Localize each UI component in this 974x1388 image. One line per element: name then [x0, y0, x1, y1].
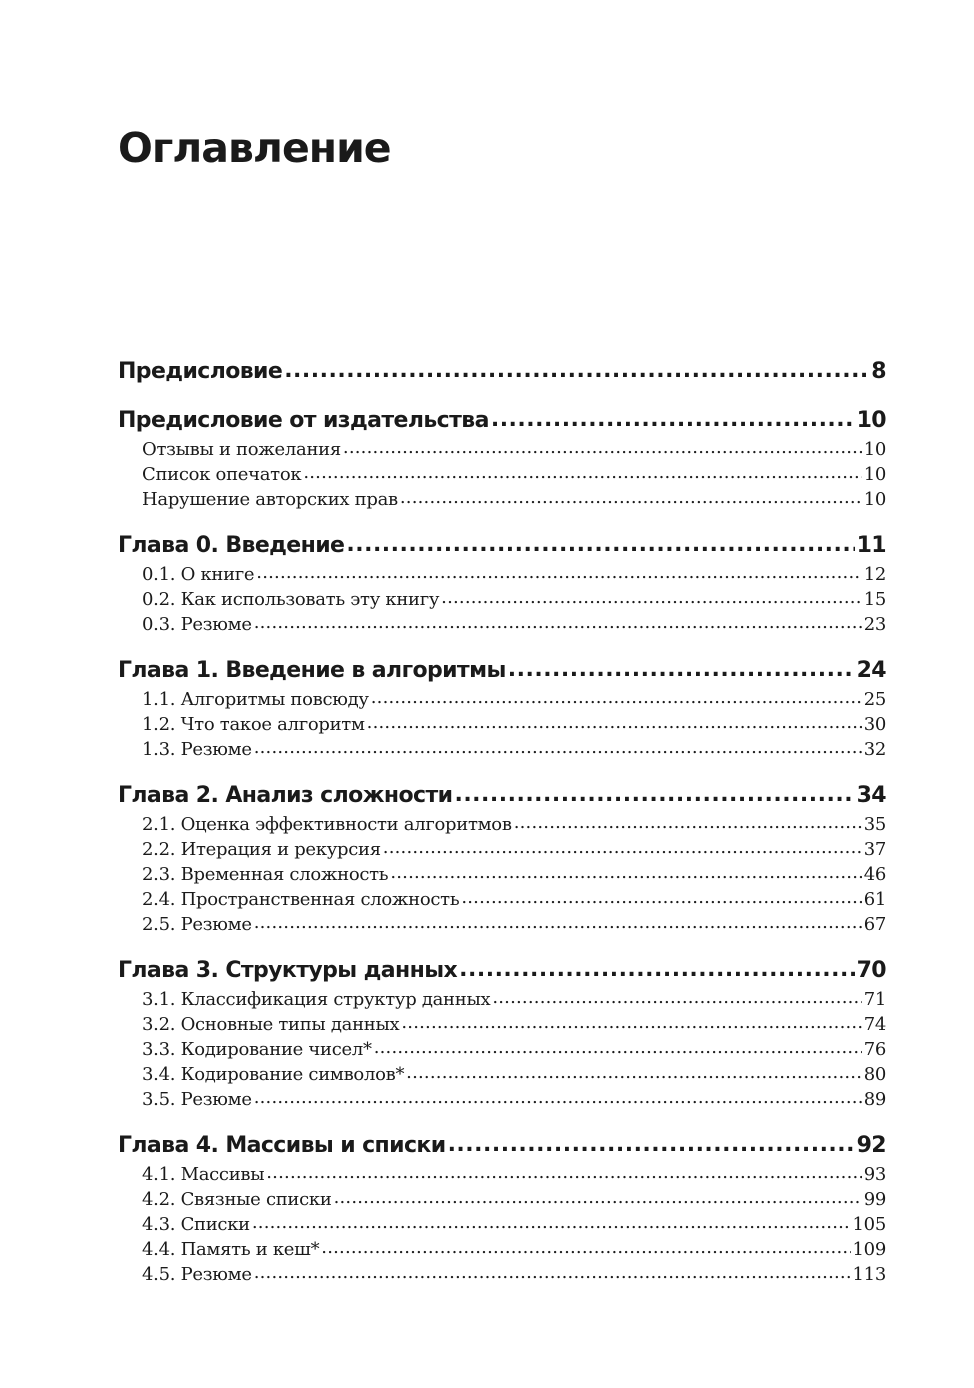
- subsection-page-number: 30: [863, 714, 886, 735]
- dot-leader: [406, 1062, 862, 1080]
- subsection-title: 0.1. О книге: [142, 564, 255, 585]
- subsection-page-number: 105: [852, 1214, 886, 1235]
- subsection-title: Нарушение авторских прав: [142, 489, 398, 510]
- chapter-page-number: 11: [856, 533, 886, 558]
- subsection-page-number: 80: [863, 1064, 886, 1085]
- subsection-title: 1.2. Что такое алгоритм: [142, 714, 365, 735]
- dot-leader: [334, 1187, 862, 1205]
- subsection-page-number: 99: [863, 1189, 886, 1210]
- subsection-page-number: 25: [863, 689, 886, 710]
- dot-leader: [254, 1087, 862, 1105]
- dot-leader: [254, 912, 862, 930]
- toc-subsection-entry[interactable]: [142, 437, 886, 462]
- dot-leader: [492, 987, 861, 1005]
- dot-leader: [303, 462, 861, 480]
- dot-leader: [254, 612, 862, 630]
- toc-subsection-entry[interactable]: [142, 1187, 886, 1212]
- toc-subsection-entry[interactable]: [142, 562, 886, 587]
- subsection-title: 2.1. Оценка эффективности алгоритмов: [142, 814, 512, 835]
- toc-subsection-entry[interactable]: [142, 1212, 886, 1237]
- subsection-title: 3.1. Классификация структур данных: [142, 989, 491, 1010]
- subsection-title: 2.5. Резюме: [142, 914, 252, 935]
- subsection-page-number: 32: [863, 739, 886, 760]
- chapter-title: Предисловие: [118, 359, 283, 384]
- subsection-page-number: 93: [863, 1164, 886, 1185]
- toc-chapter-entry[interactable]: [118, 779, 886, 812]
- subsection-title: 3.5. Резюме: [142, 1089, 252, 1110]
- dot-leader: [374, 1037, 862, 1055]
- dot-leader: [346, 530, 854, 552]
- subsection-title: 2.2. Итерация и рекурсия: [142, 839, 381, 860]
- dot-leader: [321, 1237, 850, 1255]
- toc-subsection-entry[interactable]: [142, 912, 886, 937]
- toc-section: [118, 954, 886, 1112]
- subsection-title: 4.3. Списки: [142, 1214, 250, 1235]
- dot-leader: [461, 887, 861, 905]
- chapter-title: Глава 2. Анализ сложности: [118, 783, 453, 808]
- subsection-page-number: 37: [863, 839, 886, 860]
- toc-section: [118, 1129, 886, 1287]
- table-of-contents: [118, 355, 886, 1287]
- toc-subsection-entry[interactable]: [142, 862, 886, 887]
- subsection-title: 0.3. Резюме: [142, 614, 252, 635]
- subsection-title: 1.3. Резюме: [142, 739, 252, 760]
- page-title: Оглавление: [118, 124, 391, 172]
- toc-subsection-entry[interactable]: [142, 987, 886, 1012]
- chapter-page-number: 70: [856, 958, 886, 983]
- toc-subsection-entry[interactable]: [142, 687, 886, 712]
- subsection-page-number: 89: [863, 1089, 886, 1110]
- subsection-page-number: 61: [863, 889, 886, 910]
- subsection-page-number: 76: [863, 1039, 886, 1060]
- subsection-title: 2.3. Временная сложность: [142, 864, 389, 885]
- subsection-title: 3.2. Основные типы данных: [142, 1014, 400, 1035]
- chapter-page-number: 34: [856, 783, 886, 808]
- toc-subsection-entry[interactable]: [142, 1087, 886, 1112]
- dot-leader: [448, 1130, 855, 1152]
- chapter-title: Глава 4. Массивы и списки: [118, 1133, 446, 1158]
- dot-leader: [491, 405, 855, 427]
- chapter-page-number: 92: [856, 1133, 886, 1158]
- toc-section: [118, 404, 886, 512]
- dot-leader: [441, 587, 862, 605]
- subsection-title: 2.4. Пространственная сложность: [142, 889, 460, 910]
- subsection-page-number: 10: [863, 489, 886, 510]
- toc-chapter-entry[interactable]: [118, 355, 886, 388]
- toc-subsection-entry[interactable]: [142, 1012, 886, 1037]
- toc-section: [118, 529, 886, 637]
- dot-leader: [256, 562, 861, 580]
- subsection-title: 3.4. Кодирование символов*: [142, 1064, 405, 1085]
- subsection-page-number: 35: [863, 814, 886, 835]
- subsection-page-number: 109: [852, 1239, 886, 1260]
- subsection-title: 4.1. Массивы: [142, 1164, 265, 1185]
- subsection-title: 1.1. Алгоритмы повсюду: [142, 689, 369, 710]
- dot-leader: [454, 780, 854, 802]
- dot-leader: [284, 356, 869, 378]
- toc-section: [118, 355, 886, 388]
- dot-leader: [459, 955, 854, 977]
- toc-subsection-entry[interactable]: [142, 1262, 886, 1287]
- toc-subsection-entry[interactable]: [142, 837, 886, 862]
- subsection-title: 4.4. Память и кеш*: [142, 1239, 320, 1260]
- toc-subsection-entry[interactable]: [142, 612, 886, 637]
- chapter-page-number: 8: [871, 359, 886, 384]
- subsection-title: 4.5. Резюме: [142, 1264, 252, 1285]
- subsection-page-number: 71: [863, 989, 886, 1010]
- toc-subsection-entry[interactable]: [142, 1162, 886, 1187]
- toc-subsection-entry[interactable]: [142, 487, 886, 512]
- toc-chapter-entry[interactable]: [118, 954, 886, 987]
- dot-leader: [401, 1012, 861, 1030]
- toc-chapter-entry[interactable]: [118, 1129, 886, 1162]
- dot-leader: [252, 1212, 851, 1230]
- dot-leader: [371, 687, 862, 705]
- dot-leader: [514, 812, 862, 830]
- toc-section: [118, 654, 886, 762]
- dot-leader: [367, 712, 862, 730]
- subsection-title: 3.3. Кодирование чисел*: [142, 1039, 372, 1060]
- chapter-title: Предисловие от издательства: [118, 408, 489, 433]
- subsection-page-number: 74: [863, 1014, 886, 1035]
- subsection-page-number: 12: [863, 564, 886, 585]
- chapter-page-number: 24: [856, 658, 886, 683]
- subsection-title: 4.2. Связные списки: [142, 1189, 332, 1210]
- dot-leader: [383, 837, 862, 855]
- dot-leader: [343, 437, 862, 455]
- dot-leader: [266, 1162, 861, 1180]
- subsection-page-number: 10: [863, 464, 886, 485]
- subsection-page-number: 113: [852, 1264, 886, 1285]
- toc-subsection-entry[interactable]: [142, 1062, 886, 1087]
- dot-leader: [254, 737, 862, 755]
- toc-subsection-entry[interactable]: [142, 887, 886, 912]
- dot-leader: [508, 655, 855, 677]
- toc-chapter-entry[interactable]: [118, 654, 886, 687]
- toc-subsection-entry[interactable]: [142, 1037, 886, 1062]
- subsection-page-number: 46: [863, 864, 886, 885]
- toc-subsection-entry[interactable]: [142, 1237, 886, 1262]
- subsection-page-number: 15: [863, 589, 886, 610]
- toc-subsection-entry[interactable]: [142, 712, 886, 737]
- dot-leader: [390, 862, 861, 880]
- subsection-title: Список опечаток: [142, 464, 302, 485]
- subsection-page-number: 67: [863, 914, 886, 935]
- chapter-title: Глава 3. Структуры данных: [118, 958, 458, 983]
- dot-leader: [254, 1262, 851, 1280]
- toc-section: [118, 779, 886, 937]
- toc-chapter-entry[interactable]: [118, 529, 886, 562]
- toc-subsection-entry[interactable]: [142, 737, 886, 762]
- subsection-page-number: 23: [863, 614, 886, 635]
- chapter-title: Глава 1. Введение в алгоритмы: [118, 658, 506, 683]
- toc-chapter-entry[interactable]: [118, 404, 886, 437]
- subsection-title: 0.2. Как использовать эту книгу: [142, 589, 440, 610]
- chapter-title: Глава 0. Введение: [118, 533, 345, 558]
- toc-subsection-entry[interactable]: [142, 462, 886, 487]
- dot-leader: [400, 487, 862, 505]
- toc-subsection-entry[interactable]: [142, 587, 886, 612]
- toc-subsection-entry[interactable]: [142, 812, 886, 837]
- chapter-page-number: 10: [856, 408, 886, 433]
- subsection-page-number: 10: [863, 439, 886, 460]
- subsection-title: Отзывы и пожелания: [142, 439, 341, 460]
